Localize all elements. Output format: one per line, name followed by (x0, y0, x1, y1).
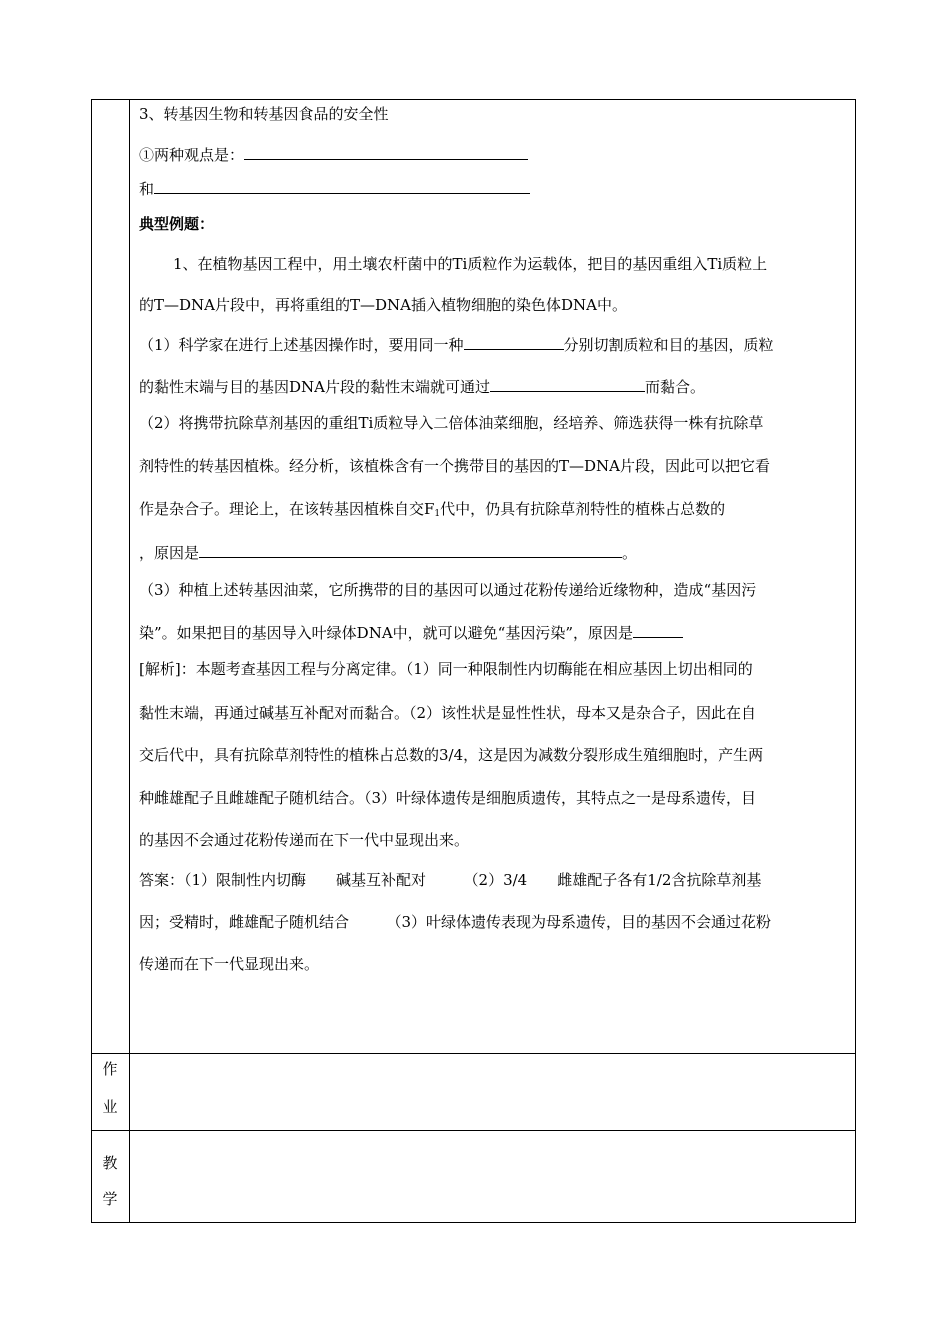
analysis-line-5: 的基因不会通过花粉传递而在下一代中显现出来。 (139, 831, 470, 849)
homework-label-char-2: 业 (102, 1098, 118, 1116)
chloroplast-blank[interactable] (633, 622, 683, 638)
part-3-line-2: 染”。如果把目的基因导入叶绿体DNA中，就可以避免“基因污染”，原因是 (139, 622, 683, 643)
viewpoint-1-blank[interactable] (244, 144, 528, 160)
question-1-line-2: 的T—DNA片段中，再将重组的T—DNA插入植物细胞的染色体DNA中。 (139, 296, 627, 314)
question-1-line-1: 1、在植物基因工程中，用土壤农杆菌中的Ti质粒作为运载体，把目的基因重组入Ti质粒上 (173, 255, 768, 273)
part-2-line-4: ，原因是 。 (139, 544, 638, 562)
analysis-line-2: 黏性末端，再通过碱基互补配对而黏合。（2）该性状是显性性状，母本又是杂合子，因此在自 (139, 704, 757, 722)
part-2-line-1: （2）将携带抗除草剂基因的重组Ti质粒导入二倍体油菜细胞，经培养、筛选获得一株有抗除草 (139, 414, 764, 432)
answer-line-1: 答案：（1）限制性内切酶 碱基互补配对 （2）3/4 雌雄配子各有1/2含抗除草剂基 (139, 871, 762, 889)
analysis-line-3: 交后代中，具有抗除草剂特性的植株占总数的3/4，这是因为减数分裂形成生殖细胞时，产生两 (139, 746, 764, 764)
viewpoints-label: ①两种观点是： (139, 146, 245, 164)
homework-label-char-1: 作 (102, 1060, 118, 1078)
teaching-label-char-1: 教 (102, 1154, 118, 1172)
viewpoint-2-blank[interactable] (154, 178, 530, 194)
and-label: 和 (139, 180, 155, 198)
pairing-blank[interactable] (490, 376, 645, 392)
enzyme-blank[interactable] (464, 334, 564, 350)
analysis-line-1: [解析]：本题考查基因工程与分离定律。（1）同一种限制性内切酶能在相应基因上切出相同的 (139, 660, 753, 678)
column-divider (129, 99, 130, 1223)
analysis-line-4: 种雌雄配子且雌雄配子随机结合。（3）叶绿体遗传是细胞质遗传，其特点之一是母系遗传，目 (139, 789, 757, 807)
part-1-line-1: （1）科学家在进行上述基因操作时，要用同一种 分别切割质粒和目的基因，质粒 (139, 336, 774, 354)
answer-line-2: 因；受精时，雌雄配子随机结合 （3）叶绿体遗传表现为母系遗传，目的基因不会通过花粉 (139, 913, 772, 931)
examples-heading: 典型例题： (139, 215, 215, 233)
reason-blank[interactable] (199, 542, 622, 558)
part-2-line-3: 作是杂合子。理论上，在该转基因植株自交$F_1$代中，仍具有抗除草剂特性的植株占总数的 (139, 500, 726, 519)
answer-line-3: 传递而在下一代显现出来。 (139, 955, 320, 973)
and-line (139, 178, 530, 199)
part-2-line-2: 剂特性的转基因植株。经分析，该植株含有一个携带目的基因的T—DNA片段，因此可以把它看 (139, 457, 770, 475)
part-3-line-1: （3）种植上述转基因油菜，它所携带的目的基因可以通过花粉传递给近缘物种，造成“基因污 (139, 581, 757, 599)
part-1-line-2: 的黏性末端与目的基因DNA片段的黏性末端就可通过 而黏合。 (139, 378, 706, 396)
row-divider-homework (91, 1053, 856, 1054)
teaching-label-char-2: 学 (102, 1190, 118, 1208)
viewpoints-line (139, 144, 528, 165)
row-divider-teaching (91, 1130, 856, 1131)
section-title: 3、转基因生物和转基因食品的安全性 (139, 105, 389, 123)
